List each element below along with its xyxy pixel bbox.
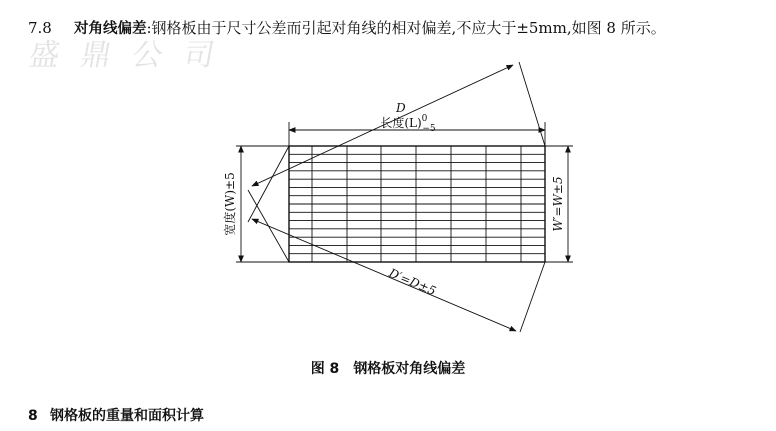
clause-heading: 对角线偏差 bbox=[74, 21, 147, 37]
watermark: 盛 鼎 公 司 bbox=[26, 38, 224, 73]
diagonal-d-prime-label: D′=D±5 bbox=[386, 265, 439, 299]
figure-caption bbox=[0, 358, 776, 378]
length-label: 长度$(L)^0 -5$ bbox=[380, 114, 436, 134]
diagonal-d-label: D bbox=[396, 101, 406, 115]
figure-caption-number: 图 8 bbox=[310, 361, 340, 377]
section-title: 钢格板的重量和面积计算 bbox=[50, 408, 204, 424]
diagonal-d-prime bbox=[248, 146, 545, 332]
clause-number: 7.8 bbox=[28, 19, 52, 37]
grating-panel bbox=[289, 146, 545, 262]
section-number: 8 bbox=[28, 408, 38, 424]
diagonal-d bbox=[248, 62, 545, 262]
clause-body: :钢格板由于尺寸公差而引起对角线的相对偏差,不应大于±5mm,如图 8 所示。 bbox=[146, 19, 666, 37]
section-8-heading bbox=[28, 405, 204, 425]
width-label: 宽度(W)±5 bbox=[223, 172, 237, 236]
w-prime-label: W′=W±5 bbox=[551, 176, 565, 232]
figure-caption-text: 钢格板对角线偏差 bbox=[353, 361, 466, 377]
extension-lines bbox=[236, 122, 573, 262]
